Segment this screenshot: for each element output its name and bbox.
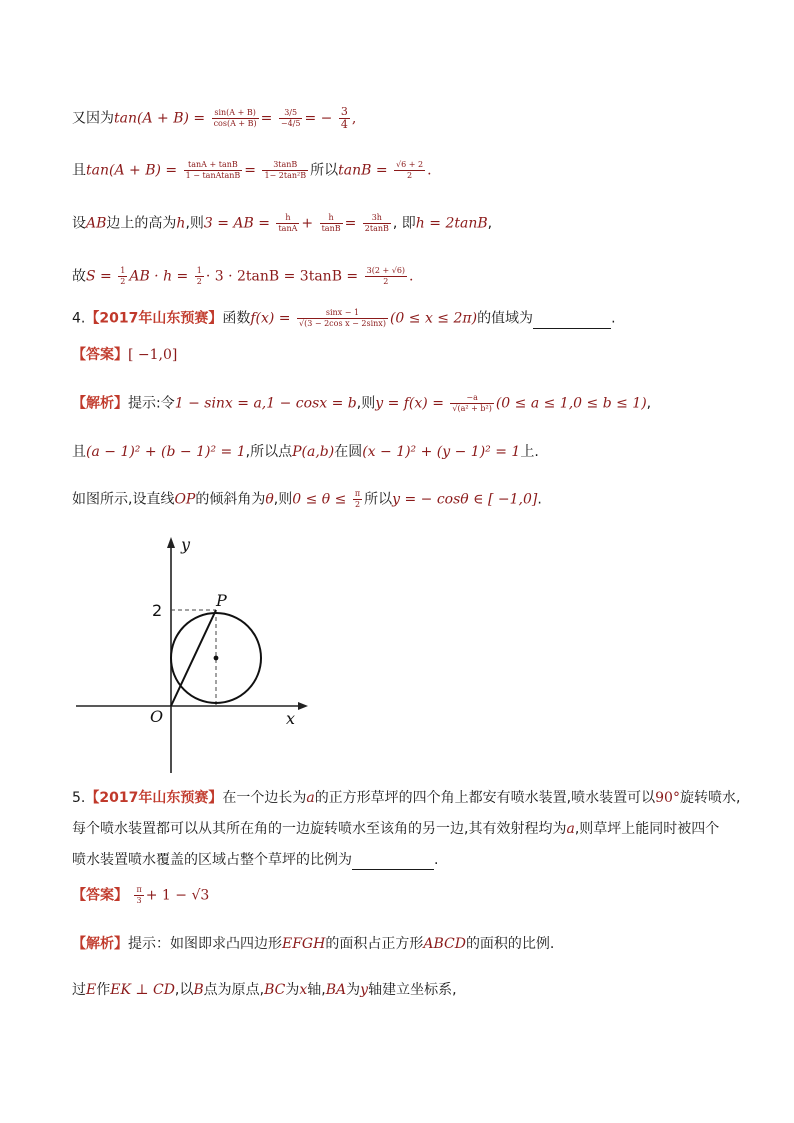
numerator: −a <box>450 393 493 404</box>
question-number: 4. <box>72 310 86 327</box>
fraction <box>394 160 425 181</box>
fraction <box>134 885 143 906</box>
text: ,则 <box>273 491 293 508</box>
analysis-line-3 <box>72 489 542 510</box>
fraction <box>363 213 391 234</box>
text: 为 <box>346 982 361 998</box>
text: 提示:令 <box>128 395 175 412</box>
denominator: 2 <box>196 277 202 286</box>
text: 过 <box>72 982 86 998</box>
text: 的倾斜角为 <box>195 491 266 508</box>
math: S = <box>86 268 112 285</box>
math: (x − 1)² + (y − 1)² = 1 <box>362 444 521 460</box>
fraction <box>262 160 308 181</box>
text: . <box>611 310 616 327</box>
derivation-line-1 <box>72 106 356 131</box>
math: , <box>351 110 357 127</box>
math: h = 2tanB <box>415 215 488 232</box>
text: 上. <box>520 444 539 460</box>
fraction <box>184 160 243 181</box>
fraction <box>339 106 350 131</box>
denominator: 1 − tanAtanB <box>185 171 241 180</box>
text: 为 <box>285 982 300 998</box>
text: 的正方形草坪的四个角上都安有喷水装置,喷水装置可以 <box>314 790 656 806</box>
denominator: 2 <box>354 500 361 509</box>
math: f(x) = <box>250 310 291 327</box>
text: , <box>646 395 652 412</box>
text: 所以 <box>310 162 339 179</box>
denominator: −4/5 <box>280 119 301 128</box>
circle-figure <box>70 528 310 778</box>
numerator: h <box>276 213 299 224</box>
numerator: π <box>136 885 142 894</box>
fraction <box>279 108 303 129</box>
fraction <box>212 108 259 129</box>
text: ,则 <box>185 215 204 232</box>
text: 又因为 <box>72 110 114 127</box>
text: ,以 <box>174 982 194 998</box>
math: = <box>344 215 357 232</box>
math: tan(A + B) = <box>86 162 178 179</box>
origin-label: O <box>150 707 164 726</box>
math: B <box>193 982 204 998</box>
numerator: 1 <box>120 266 126 275</box>
text: ,则 <box>356 395 376 412</box>
answer-value: [ −1,0] <box>128 347 178 363</box>
x-axis-arrow <box>298 702 308 710</box>
math: 3 = AB = <box>203 215 271 232</box>
fraction <box>320 213 343 234</box>
math: y = − cosθ ∈ [ −1,0] <box>392 491 538 508</box>
text: 每个喷水装置都可以从其所在角的一边旋转喷水至该角的另一边,其有效射程均为 <box>72 821 567 837</box>
math: EK ⊥ CD <box>110 982 175 998</box>
text: . <box>434 852 439 868</box>
fraction <box>195 266 204 287</box>
answer-blank <box>352 855 434 870</box>
math: y = f(x) = <box>375 395 444 412</box>
math: 0 ≤ θ ≤ <box>292 491 347 508</box>
math: BC <box>264 982 286 998</box>
numerator: 3h <box>363 213 391 224</box>
text: ,则草坪上能同时被四个 <box>574 821 720 837</box>
point-p-label: P <box>216 591 227 610</box>
numerator: √6 + 2 <box>396 160 424 169</box>
math: = <box>244 162 256 179</box>
math: OP <box>174 491 196 508</box>
text: 故 <box>72 268 86 285</box>
text: 的值域为 <box>477 310 534 327</box>
denominator: tanA <box>278 224 298 233</box>
math: (0 ≤ x ≤ 2π) <box>389 310 478 327</box>
analysis-line-1 <box>72 393 651 414</box>
numerator: 3 <box>340 105 348 118</box>
fraction <box>365 266 407 287</box>
question-5-line-2 <box>72 819 719 839</box>
fraction <box>450 393 493 414</box>
math: E <box>86 982 97 998</box>
numerator: 1 <box>196 266 202 275</box>
numerator: h <box>320 213 343 224</box>
line-op <box>171 610 216 706</box>
x-axis-label: x <box>286 709 296 728</box>
denominator: 4 <box>340 118 348 131</box>
math: + <box>301 215 314 232</box>
text: , <box>487 215 493 232</box>
y-axis-label: y <box>181 535 191 554</box>
text: 所以 <box>364 491 393 508</box>
text: 的面积占正方形 <box>325 936 424 952</box>
numerator: 3tanB <box>262 160 308 171</box>
math: tan(A + B) = <box>114 110 206 127</box>
denominator: √(3 − 2cos x − 2sinx) <box>298 319 386 328</box>
tick-label-2: 2 <box>152 601 163 620</box>
text: 边上的高为 <box>106 215 177 232</box>
math: · 3 · 2tanB = 3tanB = <box>205 268 359 285</box>
text: , 即 <box>392 215 416 232</box>
numerator: π <box>354 489 361 498</box>
text: 且 <box>72 162 86 179</box>
denominator: 2 <box>383 277 389 286</box>
source-tag: 【2017年山东预赛】 <box>85 790 223 806</box>
denominator: 1− 2tan²B <box>264 171 307 180</box>
numerator: 3(2 + √6) <box>366 266 406 275</box>
math: a <box>566 821 575 837</box>
text: 设 <box>72 215 86 232</box>
derivation-line-3 <box>72 213 492 234</box>
text: 且 <box>72 444 86 460</box>
numerator: sin(A + B) <box>212 108 259 119</box>
math: θ <box>265 491 274 508</box>
fraction <box>353 489 362 510</box>
circle-center <box>214 656 219 661</box>
text: 点为原点, <box>203 982 265 998</box>
math: EFGH <box>282 936 326 952</box>
analysis-tag: 【解析】 <box>72 395 128 412</box>
numerator: sinx − 1 <box>297 308 388 319</box>
math: a <box>306 790 315 806</box>
math: 1 − sinx = a,1 − cosx = b <box>174 395 357 412</box>
answer-blank <box>533 314 611 329</box>
math: BA <box>325 982 347 998</box>
text: 的面积的比例. <box>465 936 555 952</box>
denominator: cos(A + B) <box>213 119 257 128</box>
math: . <box>427 162 432 179</box>
text: 轴, <box>307 982 326 998</box>
answer-line <box>72 885 209 906</box>
math: = <box>260 110 273 127</box>
text: 函数 <box>222 310 251 327</box>
math: tanB = <box>338 162 388 179</box>
denominator: 2tanB <box>364 224 389 233</box>
answer-value: + 1 − √3 <box>145 887 210 904</box>
math: h <box>176 215 186 232</box>
text: 提示：如图即求凸四边形 <box>128 936 282 952</box>
math: 90° <box>655 790 680 806</box>
analysis-tag: 【解析】 <box>72 936 128 952</box>
math: = − <box>304 110 333 127</box>
analysis-line-5-1 <box>72 934 554 954</box>
text: 喷水装置喷水覆盖的区域占整个草坪的比例为 <box>72 852 352 868</box>
denominator: √(a² + b²) <box>452 404 492 413</box>
analysis-line-5-2 <box>72 980 457 1000</box>
denominator: 2 <box>120 277 126 286</box>
math: AB · h = <box>129 268 189 285</box>
math: P(a,b) <box>292 444 335 460</box>
source-tag: 【2017年山东预赛】 <box>85 310 223 327</box>
text: 在一个边长为 <box>222 790 307 806</box>
denominator: tanB <box>321 224 341 233</box>
text: . <box>537 491 542 508</box>
fraction <box>118 266 127 287</box>
denominator: 2 <box>407 171 413 180</box>
denominator: 3 <box>136 896 142 905</box>
question-5-line-3 <box>72 850 438 870</box>
question-5-line-1 <box>72 788 740 808</box>
text: 旋转喷水, <box>679 790 741 806</box>
math: x <box>299 982 308 998</box>
math: . <box>409 268 414 285</box>
answer-tag: 【答案】 <box>72 887 128 904</box>
numerator: 3/5 <box>279 108 303 119</box>
answer-line <box>72 345 177 365</box>
question-number: 5. <box>72 790 86 806</box>
derivation-line-4 <box>72 266 413 287</box>
analysis-line-2 <box>72 442 539 462</box>
text: ,所以点 <box>245 444 293 460</box>
derivation-line-2 <box>72 160 432 181</box>
answer-tag: 【答案】 <box>72 347 128 363</box>
circle-figure-svg <box>70 528 310 778</box>
fraction <box>276 213 299 234</box>
text: 如图所示,设直线 <box>72 491 175 508</box>
numerator: tanA + tanB <box>184 160 243 171</box>
text: 在圆 <box>334 444 363 460</box>
math: (0 ≤ a ≤ 1,0 ≤ b ≤ 1) <box>495 395 647 412</box>
fraction <box>297 308 388 329</box>
text: 作 <box>96 982 111 998</box>
math: y <box>360 982 369 998</box>
y-axis-arrow <box>167 537 175 548</box>
math: (a − 1)² + (b − 1)² = 1 <box>86 444 246 460</box>
question-4 <box>72 308 616 329</box>
math: ABCD <box>423 936 466 952</box>
text: 轴建立坐标系, <box>368 982 457 998</box>
math: AB <box>86 215 107 232</box>
